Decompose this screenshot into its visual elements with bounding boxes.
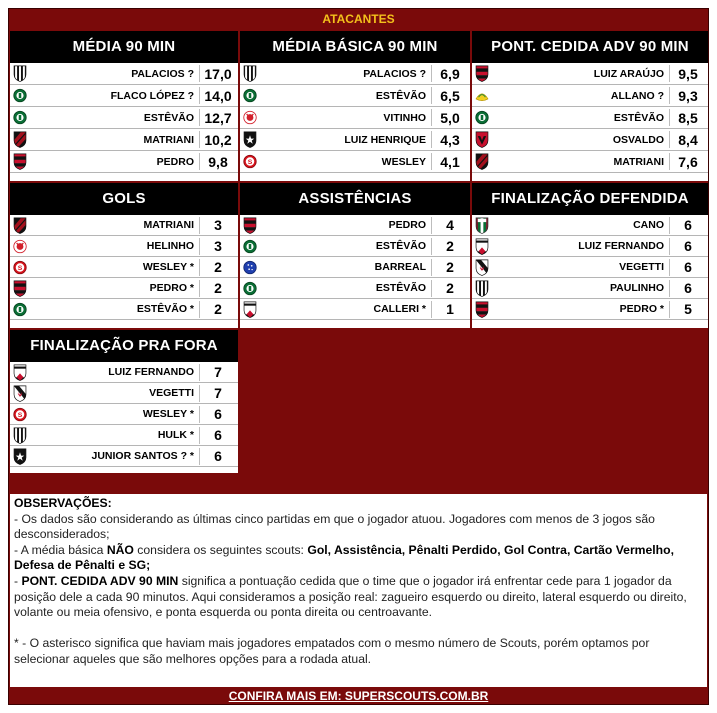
stats-panel (472, 183, 708, 328)
column-divider (669, 217, 670, 234)
palmeiras-crest-icon (12, 301, 28, 318)
vitoria-crest-icon (474, 131, 490, 148)
cruzeiro-crest-icon (242, 259, 258, 276)
stat-value: 6 (214, 406, 222, 422)
player-name: MATRIANI (143, 219, 194, 231)
atletico-mg-crest-icon (12, 427, 28, 444)
stat-value: 4 (446, 217, 454, 233)
player-row (10, 257, 238, 278)
player-row (472, 85, 708, 107)
bragantino-crest-icon (12, 238, 28, 255)
column-divider (199, 427, 200, 444)
stat-value: 6 (684, 280, 692, 296)
column-divider (199, 259, 200, 276)
sao-paulo-crest-icon (12, 364, 28, 381)
column-divider (669, 87, 670, 104)
stats-panel (10, 330, 238, 473)
column-divider (669, 131, 670, 148)
player-row (240, 85, 470, 107)
column-divider (199, 65, 200, 82)
player-name: VEGETTI (149, 387, 194, 399)
internacional-crest-icon (242, 153, 258, 170)
internacional-crest-icon (12, 259, 28, 276)
column-divider (199, 448, 200, 465)
player-row (472, 129, 708, 151)
palmeiras-crest-icon (242, 238, 258, 255)
panel-title: PONT. CEDIDA ADV 90 MIN (472, 31, 708, 63)
player-row (10, 63, 238, 85)
column-divider (669, 301, 670, 318)
atletico-mg-crest-icon (474, 280, 490, 297)
player-row (10, 278, 238, 299)
player-name: PAULINHO (609, 282, 664, 294)
player-name: HULK * (157, 429, 194, 441)
player-row (10, 85, 238, 107)
stat-value: 3 (214, 238, 222, 254)
svg-text:S: S (17, 265, 23, 273)
svg-text:S: S (247, 159, 253, 167)
stat-value: 4,1 (440, 154, 460, 170)
stat-value: 6,9 (440, 66, 460, 82)
column-divider (199, 131, 200, 148)
bragantino-crest-icon (242, 109, 258, 126)
player-name: ESTÊVÃO (375, 90, 426, 102)
stat-value: 2 (214, 301, 222, 317)
palmeiras-crest-icon (474, 109, 490, 126)
stat-value: 8,4 (678, 132, 698, 148)
stat-value: 17,0 (204, 66, 232, 82)
player-name: VEGETTI (619, 261, 664, 273)
column-divider (431, 87, 432, 104)
flamengo-crest-icon (474, 65, 490, 82)
stat-value: 10,2 (204, 132, 232, 148)
player-row (240, 215, 470, 236)
footer-link[interactable]: CONFIRA MAIS EM: SUPERSCOUTS.COM.BR (228, 689, 489, 703)
flamengo-crest-icon (12, 280, 28, 297)
player-row (240, 299, 470, 320)
player-row (472, 236, 708, 257)
palmeiras-crest-icon (242, 87, 258, 104)
player-name: ESTÊVÃO (613, 112, 664, 124)
column-divider (199, 406, 200, 423)
column-divider (199, 109, 200, 126)
player-row (10, 107, 238, 129)
player-row (10, 299, 238, 320)
stat-value: 8,5 (678, 110, 698, 126)
column-divider (431, 217, 432, 234)
column-divider (669, 65, 670, 82)
player-row (10, 362, 238, 383)
player-name: PEDRO (388, 219, 426, 231)
column-divider (431, 131, 432, 148)
column-divider (669, 153, 670, 170)
player-row (240, 236, 470, 257)
stat-value: 1 (446, 301, 454, 317)
column-divider (669, 238, 670, 255)
stat-value: 2 (446, 280, 454, 296)
flamengo-crest-icon (242, 217, 258, 234)
observation-basic-average: - A média básica NÃO considera os seguintes scouts: Gol, Assistência, Pênalti Perdido, Gol Contra, Cartão Vermelho, Defesa de Pênalti e SG; (14, 542, 674, 573)
player-row (240, 129, 470, 151)
stat-value: 2 (446, 259, 454, 275)
observation-asterisk: * - O asterisco significa que haviam mais jogadores empatados com o mesmo número de Scouts, porém optamos por selecionar aqueles que são melhores opções para a rodada atual. (14, 636, 650, 666)
panel-title: ASSISTÊNCIAS (240, 183, 470, 215)
player-name: PEDRO (156, 156, 194, 168)
column-divider (431, 65, 432, 82)
player-row (472, 278, 708, 299)
player-name: WESLEY * (142, 261, 194, 273)
stat-value: 5,0 (440, 110, 460, 126)
stat-value: 6 (214, 448, 222, 464)
vasco-crest-icon (474, 259, 490, 276)
player-name: JUNIOR SANTOS ? * (91, 450, 194, 462)
column-divider (431, 280, 432, 297)
panel-title: GOLS (10, 183, 238, 215)
player-name: CALLERI * (373, 303, 426, 315)
stat-value: 9,8 (208, 154, 228, 170)
column-divider (199, 87, 200, 104)
column-divider (431, 238, 432, 255)
palmeiras-crest-icon (12, 87, 28, 104)
column-divider (199, 153, 200, 170)
stat-value: 2 (446, 238, 454, 254)
player-row (472, 215, 708, 236)
stats-panel (10, 31, 238, 181)
player-row (472, 107, 708, 129)
stat-value: 3 (214, 217, 222, 233)
player-name: LUIZ ARAÚJO (593, 68, 664, 80)
panel-title: FINALIZAÇÃO DEFENDIDA (472, 183, 708, 215)
player-row (10, 215, 238, 236)
player-name: ESTÊVÃO (143, 112, 194, 124)
column-divider (669, 259, 670, 276)
cuiaba-crest-icon (474, 87, 490, 104)
player-row (10, 404, 238, 425)
player-row (472, 257, 708, 278)
player-row (10, 446, 238, 467)
section-title: ATACANTES (9, 9, 708, 29)
stat-value: 6 (684, 217, 692, 233)
panel-title: MÉDIA BÁSICA 90 MIN (240, 31, 470, 63)
player-row (10, 129, 238, 151)
player-row (10, 236, 238, 257)
stat-value: 6 (214, 427, 222, 443)
player-row (240, 107, 470, 129)
player-name: LUIZ FERNANDO (108, 366, 194, 378)
stats-panel (240, 31, 470, 181)
stat-value: 2 (214, 280, 222, 296)
player-name: ESTÊVÃO (375, 240, 426, 252)
stat-value: 7,6 (678, 154, 698, 170)
player-name: WESLEY * (142, 408, 194, 420)
stat-value: 2 (214, 259, 222, 275)
column-divider (199, 364, 200, 381)
column-divider (199, 280, 200, 297)
stat-value: 6 (684, 238, 692, 254)
player-name: PEDRO * (149, 282, 194, 294)
column-divider (199, 385, 200, 402)
player-row (472, 151, 708, 173)
player-row (240, 278, 470, 299)
player-name: BARREAL (374, 261, 426, 273)
player-name: PALACIOS ? (363, 68, 426, 80)
stat-value: 12,7 (204, 110, 232, 126)
fluminense-crest-icon (474, 217, 490, 234)
column-divider (199, 238, 200, 255)
athletico-pr-crest-icon (474, 153, 490, 170)
player-row (472, 299, 708, 320)
player-name: FLACO LÓPEZ ? (110, 90, 194, 102)
column-divider (431, 259, 432, 276)
player-row (240, 257, 470, 278)
player-name: MATRIANI (613, 156, 664, 168)
page (8, 8, 709, 705)
observation-conceded-points: - PONT. CEDIDA ADV 90 MIN significa a pontuação cedida que o time que o jogador irá enfrentar cede para 1 jogador da posição dele a cada 90 minutos. Aqui consideramos a posição real: zagueiro esquerdo ou direito, lateral esquerdo ou direito, volante ou meia ofensivo, e ponta esquerda ou ponta direita ou centroavante. (14, 573, 687, 620)
botafogo-crest-icon (12, 448, 28, 465)
stat-value: 5 (684, 301, 692, 317)
stat-value: 9,3 (678, 88, 698, 104)
sao-paulo-crest-icon (242, 301, 258, 318)
stat-value: 7 (214, 364, 222, 380)
player-row (240, 63, 470, 85)
column-divider (199, 301, 200, 318)
athletico-pr-crest-icon (12, 217, 28, 234)
player-name: ESTÊVÃO * (136, 303, 194, 315)
svg-text:S: S (17, 412, 23, 420)
internacional-crest-icon (12, 406, 28, 423)
atletico-mg-crest-icon (242, 65, 258, 82)
botafogo-crest-icon (242, 131, 258, 148)
stat-value: 4,3 (440, 132, 460, 148)
player-name: OSVALDO (612, 134, 664, 146)
player-row (10, 383, 238, 404)
player-name: VITINHO (383, 112, 426, 124)
athletico-pr-crest-icon (12, 131, 28, 148)
player-name: ALLANO ? (610, 90, 664, 102)
palmeiras-crest-icon (242, 280, 258, 297)
panel-title: FINALIZAÇÃO PRA FORA (10, 330, 238, 362)
column-divider (431, 109, 432, 126)
stat-value: 6 (684, 259, 692, 275)
stats-panel (472, 31, 708, 181)
flamengo-crest-icon (12, 153, 28, 170)
observation-data-period: - Os dados são considerando as últimas cinco partidas em que o jogador atuou. Jogadores com menos de 3 jogos são desconsiderados; (14, 511, 655, 542)
player-row (472, 63, 708, 85)
player-name: ESTÊVÃO (375, 282, 426, 294)
column-divider (669, 280, 670, 297)
sao-paulo-crest-icon (474, 238, 490, 255)
column-divider (431, 153, 432, 170)
observations (10, 494, 707, 687)
player-name: MATRIANI (143, 134, 194, 146)
player-name: LUIZ FERNANDO (578, 240, 664, 252)
column-divider (431, 301, 432, 318)
column-divider (199, 217, 200, 234)
column-divider (669, 109, 670, 126)
player-name: HELINHO (146, 240, 194, 252)
flamengo-crest-icon (474, 301, 490, 318)
player-row (10, 425, 238, 446)
atletico-mg-crest-icon (12, 65, 28, 82)
stat-value: 14,0 (204, 88, 232, 104)
player-name: PEDRO * (619, 303, 664, 315)
player-name: LUIZ HENRIQUE (344, 134, 426, 146)
player-name: WESLEY (381, 156, 426, 168)
observations-title: OBSERVAÇÕES: (14, 496, 112, 510)
palmeiras-crest-icon (12, 109, 28, 126)
player-row (10, 151, 238, 173)
player-name: CANO (633, 219, 664, 231)
stat-value: 9,5 (678, 66, 698, 82)
stats-panel (240, 183, 470, 328)
stats-panel (10, 183, 238, 328)
stat-value: 6,5 (440, 88, 460, 104)
player-name: PALACIOS ? (131, 68, 194, 80)
vasco-crest-icon (12, 385, 28, 402)
player-row (240, 151, 470, 173)
panel-title: MÉDIA 90 MIN (10, 31, 238, 63)
stat-value: 7 (214, 385, 222, 401)
